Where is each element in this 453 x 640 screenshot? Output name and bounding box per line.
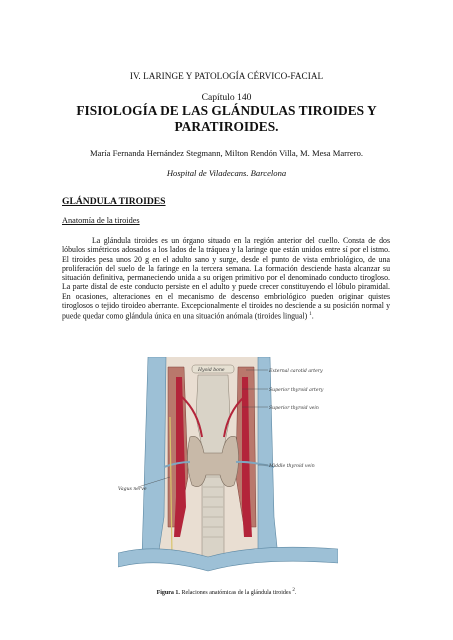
body-paragraph [62, 236, 390, 321]
left-jugular-vein [142, 357, 166, 557]
thyroid-anatomy-illustration [118, 357, 338, 579]
authors: María Fernanda Hernández Stegmann, Milton Rendón Villa, M. Mesa Marrero. [89, 148, 364, 158]
label-external-carotid-artery: External carotid artery [269, 369, 323, 374]
chapter-title [0, 103, 453, 135]
figure-caption-end: . [294, 590, 297, 596]
figure-caption-text: Relaciones anatómicas de la glándula tiroides [179, 590, 291, 596]
label-superior-thyroid-artery: Superior thyroid artery [269, 388, 324, 393]
body-paragraph-end: . [311, 311, 314, 321]
chapter-title-line-2: PARATIROIDES. [174, 119, 279, 134]
label-hyoid-bone: Hyoid bone [198, 368, 225, 373]
body-paragraph-text: La glándula tiroides es un órgano situado en la región anterior del cuello. Consta de dos lóbulos simétricos adosados a los lados de la tráquea y la laringe que están unidos entre sí por el istmo. El tiroides pesa unos 20 g en el adulto sano y surge, desde el punto de vista embriológico, de una proliferación del suelo de la faringe en la tercera semana. La formación desciende hasta alcanzar su situación definitiva, permaneciendo unida a su origen primitivo por el denominado conducto tirogloso. La parte distal de este conducto persiste en el adulto y puede crecer constituyendo el lóbulo piramidal. En ocasiones, alteraciones en el mecanismo de descenso embriológico pueden originar quistes tiroglosos o tejido tiroideo aberrante. Excepcionalmente el tiroides no desciende a su posición normal y puede quedar como glándula única en una situación anómala (tiroides lingual) [62, 236, 390, 321]
anatomical-figure [118, 357, 338, 579]
label-vagus-nerve: Vagus nerve [118, 487, 147, 492]
hospital-affiliation: Hospital de Viladecans. Barcelona [166, 168, 287, 178]
right-jugular-vein [258, 357, 278, 557]
reference-superscript: 1 [309, 312, 312, 317]
section-heading: GLÁNDULA TIROIDES [62, 196, 166, 207]
chapter-title-line-1: FISIOLOGÍA DE LAS GLÁNDULAS TIROIDES Y [76, 103, 377, 118]
figure-caption [0, 588, 453, 596]
subsection-heading: Anatomía de la tiroides [62, 216, 140, 225]
label-middle-thyroid-vein: Middle thyroid vein [269, 464, 315, 469]
section-header: IV. LARINGE Y PATOLOGÍA CÉRVICO-FACIAL [129, 71, 324, 81]
figure-caption-label: Figura 1. [156, 590, 180, 596]
label-superior-thyroid-vein: Superior thyroid vein [269, 406, 319, 411]
figure-caption-reference: 2 [292, 588, 295, 593]
chapter-label: Capítulo 140 [201, 92, 252, 103]
